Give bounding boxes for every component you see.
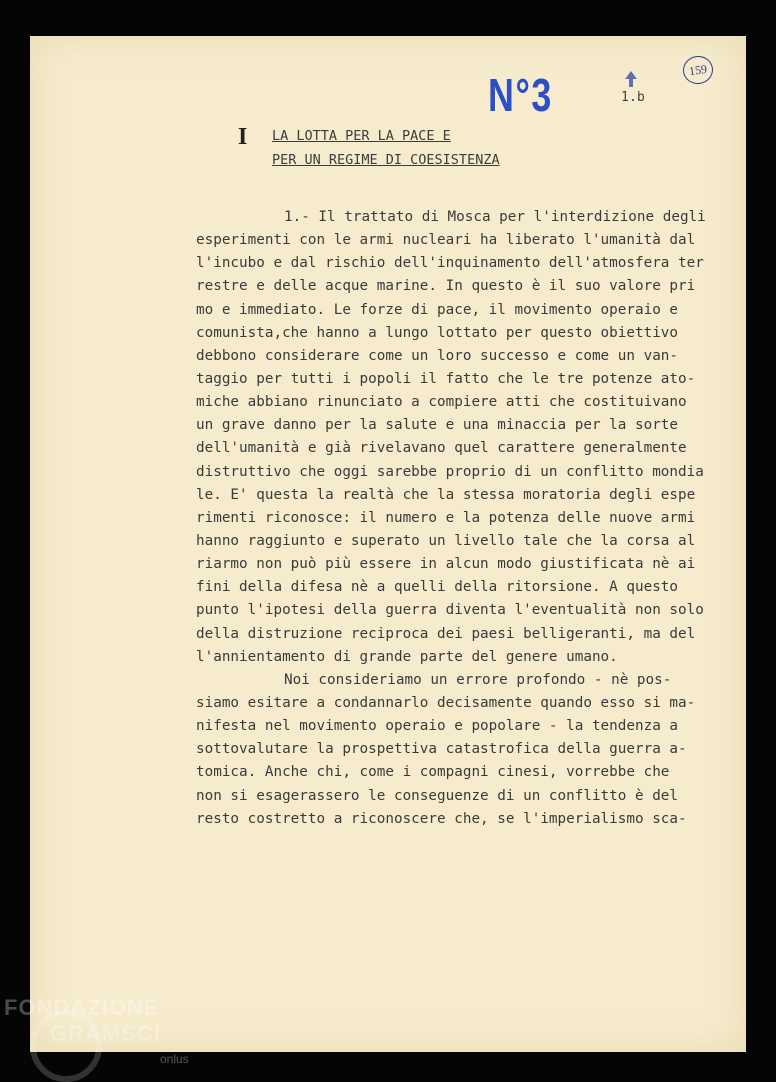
body-line: un grave danno per la salute e una minaccia per la sorte (196, 417, 679, 434)
body-line: taggio per tutti i popoli il fatto che le tre potenze ato- (196, 370, 696, 387)
body-line: esperimenti con le armi nucleari ha liberato l'umanità dal (196, 232, 696, 249)
body-line: tomica. Anche chi, come i compagni cinesi, vorrebbe che (196, 764, 670, 781)
section-heading-line-1: LA LOTTA PER LA PACE E (272, 128, 451, 144)
page-number-circled: 159 (681, 54, 715, 86)
body-line: Noi consideriamo un errore profondo - nè pos- (284, 671, 672, 688)
body-line: siamo esitare a condannarlo decisamente quando esso si ma- (196, 694, 696, 711)
body-line: le. E' questa la realtà che la stessa moratoria degli espe (196, 486, 696, 503)
body-line: debbono considerare come un loro successo e come un van- (196, 347, 679, 364)
body-line: dell'umanità e già rivelavano quel carattere generalmente (196, 440, 687, 457)
section-heading-line-2: PER UN REGIME DI COESISTENZA (272, 152, 500, 168)
watermark-line-2: GRAMSCI (50, 1021, 161, 1046)
body-line: riarmo non può più essere in alcun modo giustificata nè ai (196, 556, 696, 573)
body-line: nifesta nel movimento operaio e popolare - la tendenza a (196, 718, 679, 735)
body-line: sottovalutare la prospettiva catastrofica della guerra a- (196, 741, 687, 758)
body-line: restre e delle acque marine. In questo è il suo valore pri (196, 278, 696, 295)
body-line: della distruzione reciproca dei paesi belligeranti, ma del (196, 625, 696, 642)
archive-number-stamp: N°3 (488, 69, 553, 121)
body-line: comunista,che hanno a lungo lottato per questo obiettivo (196, 324, 679, 341)
body-line: l'annientamento di grande parte del genere umano. (196, 648, 618, 665)
body-line: miche abbiano rinunciato a compiere atti che costituivano (196, 394, 687, 411)
body-line: fini della difesa nè a quelli della ritorsione. A questo (196, 579, 679, 596)
body-line: rimenti riconosce: il numero e la potenza delle nuove armi (196, 509, 696, 526)
body-line: resto costretto a riconoscere che, se l'imperialismo sca- (196, 810, 687, 827)
body-line: punto l'ipotesi della guerra diventa l'eventualità non solo (196, 602, 704, 619)
body-line: non si esagerassero le conseguenze di un conflitto è del (196, 787, 679, 804)
section-numeral: I (238, 124, 248, 150)
watermark (4, 995, 161, 1047)
body-line: distruttivo che oggi sarebbe proprio di un conflitto mondia (196, 463, 704, 480)
body-line: l'incubo e dal rischio dell'inquinamento dell'atmosfera ter (196, 255, 704, 272)
reference-mark: 1.b (621, 90, 646, 105)
body-line: mo e immediato. Le forze di pace, il movimento operaio e (196, 301, 679, 318)
body-line: 1.- Il trattato di Mosca per l'interdizione degli (284, 209, 706, 225)
watermark-subtitle: onlus (160, 1052, 189, 1066)
arrow-mark-icon (622, 70, 640, 88)
body-text (196, 206, 706, 831)
watermark-line-1: FONDAZIONE (4, 995, 160, 1020)
body-line: hanno raggiunto e superato un livello tale che la corsa al (196, 532, 696, 549)
